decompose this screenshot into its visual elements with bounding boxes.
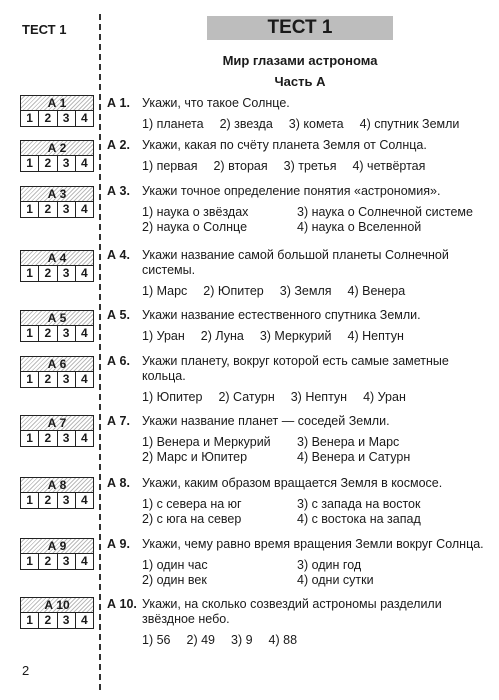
option: 2) Марс и Юпитер	[142, 450, 248, 464]
option: 2) Луна	[200, 329, 244, 343]
question-a3	[107, 184, 492, 235]
answer-cell-2[interactable]: 2	[38, 156, 56, 171]
option: 3) третья	[283, 159, 337, 173]
option: 4) одни сутки	[297, 573, 374, 587]
option: 4) Венера и Сатурн	[297, 450, 411, 464]
answer-cell-1[interactable]: 1	[26, 372, 33, 386]
question-text: Укажи, на сколько созвездий астрономы разделили звёздное небо.	[142, 597, 442, 626]
answer-cell-4[interactable]: 4	[75, 111, 93, 126]
answer-box-a1[interactable]	[20, 95, 94, 127]
answer-cell-4[interactable]: 4	[75, 372, 93, 387]
answer-cell-1[interactable]: 1	[26, 202, 33, 216]
answer-cell-2[interactable]: 2	[38, 202, 56, 217]
question-text: Укажи, каким образом вращается Земля в космосе.	[142, 476, 443, 490]
answer-box-label: А 1	[21, 96, 93, 111]
option: 2) вторая	[213, 159, 268, 173]
option: 2) наука о Солнце	[142, 220, 248, 234]
option: 1) с севера на юг	[142, 497, 242, 511]
option: 3) Венера и Марс	[297, 435, 400, 449]
answer-cell-1[interactable]: 1	[26, 493, 33, 507]
answer-cell-4[interactable]: 4	[75, 156, 93, 171]
option: 2) с юга на север	[142, 512, 242, 526]
answer-box-a8[interactable]	[20, 477, 94, 509]
question-a8	[107, 476, 492, 527]
question-text: Укажи точное определение понятия «астрономия».	[142, 184, 441, 198]
option: 2) Юпитер	[203, 284, 264, 298]
option: 1) планета	[142, 117, 204, 131]
question-a10	[107, 597, 492, 648]
question-number: А 4.	[107, 248, 130, 262]
answer-box-a6[interactable]	[20, 356, 94, 388]
answer-cell-1[interactable]: 1	[26, 554, 33, 568]
option: 3) комета	[288, 117, 344, 131]
question-number: А 1.	[107, 96, 130, 110]
answer-cell-1[interactable]: 1	[26, 111, 33, 125]
answer-cell-3[interactable]: 3	[57, 202, 75, 217]
answer-cell-1[interactable]: 1	[26, 266, 33, 280]
question-a2	[107, 138, 492, 174]
option: 1) Венера и Меркурий	[142, 435, 271, 449]
question-text: Укажи название самой большой планеты Солнечной системы.	[142, 248, 449, 277]
answer-box-label: А 9	[21, 539, 93, 554]
question-text: Укажи, какая по счёту планета Земля от Солнца.	[142, 138, 427, 152]
option: 4) с востока на запад	[297, 512, 421, 526]
option: 3) Меркурий	[259, 329, 332, 343]
option: 4) 88	[268, 633, 298, 647]
answer-cell-4[interactable]: 4	[75, 202, 93, 217]
option: 3) Земля	[279, 284, 332, 298]
answer-box-label: А 8	[21, 478, 93, 493]
answer-cell-2[interactable]: 2	[38, 326, 56, 341]
question-number: А 6.	[107, 354, 130, 368]
answer-cell-3[interactable]: 3	[57, 431, 75, 446]
answer-box-a5[interactable]	[20, 310, 94, 342]
answer-cell-1[interactable]: 1	[26, 326, 33, 340]
option: 3) с запада на восток	[297, 497, 421, 511]
answer-box-a7[interactable]	[20, 415, 94, 447]
answer-box-label: А 7	[21, 416, 93, 431]
question-number: А 3.	[107, 184, 130, 198]
option: 1) один час	[142, 558, 208, 572]
answer-cell-3[interactable]: 3	[57, 326, 75, 341]
question-number: А 5.	[107, 308, 130, 322]
dashed-divider	[99, 14, 101, 690]
answer-cell-1[interactable]: 1	[26, 156, 33, 170]
answer-cell-2[interactable]: 2	[38, 372, 56, 387]
question-number: А 7.	[107, 414, 130, 428]
question-number: А 10.	[107, 597, 137, 611]
part-title: Часть А	[274, 74, 326, 89]
answer-cell-3[interactable]: 3	[57, 554, 75, 569]
answer-cell-3[interactable]: 3	[57, 111, 75, 126]
answer-box-label: А 2	[21, 141, 93, 156]
answer-box-label: А 10	[21, 598, 93, 613]
option: 4) Нептун	[347, 329, 404, 343]
question-a7	[107, 414, 492, 465]
question-text: Укажи название естественного спутника Земли.	[142, 308, 421, 322]
option: 4) Уран	[363, 390, 406, 404]
option: 4) четвёртая	[352, 159, 426, 173]
option: 3) наука о Солнечной системе	[297, 205, 473, 219]
option: 1) 56	[142, 633, 171, 647]
answer-cell-1[interactable]: 1	[26, 431, 33, 445]
option: 1) Уран	[142, 329, 185, 343]
answer-cell-4[interactable]: 4	[75, 431, 93, 446]
option: 1) первая	[142, 159, 198, 173]
answer-cell-4[interactable]: 4	[75, 493, 93, 508]
answer-box-a9[interactable]	[20, 538, 94, 570]
question-a1	[107, 96, 492, 132]
question-number: А 9.	[107, 537, 130, 551]
question-a4	[107, 248, 492, 299]
answer-cell-3[interactable]: 3	[57, 372, 75, 387]
question-text: Укажи, что такое Солнце.	[142, 96, 290, 110]
option: 3) Нептун	[290, 390, 348, 404]
answer-cell-1[interactable]: 1	[26, 613, 33, 627]
answer-box-a3[interactable]	[20, 186, 94, 218]
answer-cell-3[interactable]: 3	[57, 613, 75, 628]
question-text: Укажи планету, вокруг которой есть самые заметные кольца.	[142, 354, 449, 383]
answer-cell-2[interactable]: 2	[38, 493, 56, 508]
option: 4) наука о Вселенной	[297, 220, 422, 234]
question-text: Укажи название планет — соседей Земли.	[142, 414, 390, 428]
answer-cell-4[interactable]: 4	[75, 613, 93, 628]
page-number: 2	[22, 663, 30, 678]
option: 2) звезда	[219, 117, 273, 131]
option: 1) Юпитер	[142, 390, 203, 404]
side-test-label: ТЕСТ 1	[22, 22, 67, 37]
option: 3) один год	[297, 558, 362, 572]
test-title: ТЕСТ 1	[207, 16, 393, 40]
answer-box-a10[interactable]	[20, 597, 94, 629]
question-a9	[107, 537, 492, 588]
answer-cell-3[interactable]: 3	[57, 266, 75, 281]
answer-cell-2[interactable]: 2	[38, 431, 56, 446]
answer-cell-3[interactable]: 3	[57, 156, 75, 171]
question-a5	[107, 308, 492, 344]
option: 4) спутник Земли	[359, 117, 460, 131]
answer-box-label: А 3	[21, 187, 93, 202]
answer-cell-4[interactable]: 4	[75, 266, 93, 281]
answer-cell-4[interactable]: 4	[75, 554, 93, 569]
answer-box-label: А 6	[21, 357, 93, 372]
answer-cell-2[interactable]: 2	[38, 111, 56, 126]
question-number: А 8.	[107, 476, 130, 490]
option: 2) один век	[142, 573, 207, 587]
question-number: А 2.	[107, 138, 130, 152]
answer-cell-2[interactable]: 2	[38, 266, 56, 281]
option: 2) Сатурн	[218, 390, 275, 404]
option: 3) 9	[231, 633, 253, 647]
answer-box-label: А 4	[21, 251, 93, 266]
option: 1) Марс	[142, 284, 188, 298]
answer-box-a4[interactable]	[20, 250, 94, 282]
answer-cell-2[interactable]: 2	[38, 613, 56, 628]
answer-cell-3[interactable]: 3	[57, 493, 75, 508]
answer-box-label: А 5	[21, 311, 93, 326]
option: 4) Венера	[347, 284, 406, 298]
answer-cell-4[interactable]: 4	[75, 326, 93, 341]
test-subtitle: Мир глазами астронома	[222, 53, 378, 68]
option: 1) наука о звёздах	[142, 205, 249, 219]
answer-box-a2[interactable]	[20, 140, 94, 172]
answer-cell-2[interactable]: 2	[38, 554, 56, 569]
question-a6	[107, 354, 492, 405]
option: 2) 49	[186, 633, 215, 647]
question-text: Укажи, чему равно время вращения Земли вокруг Солнца.	[142, 537, 484, 551]
